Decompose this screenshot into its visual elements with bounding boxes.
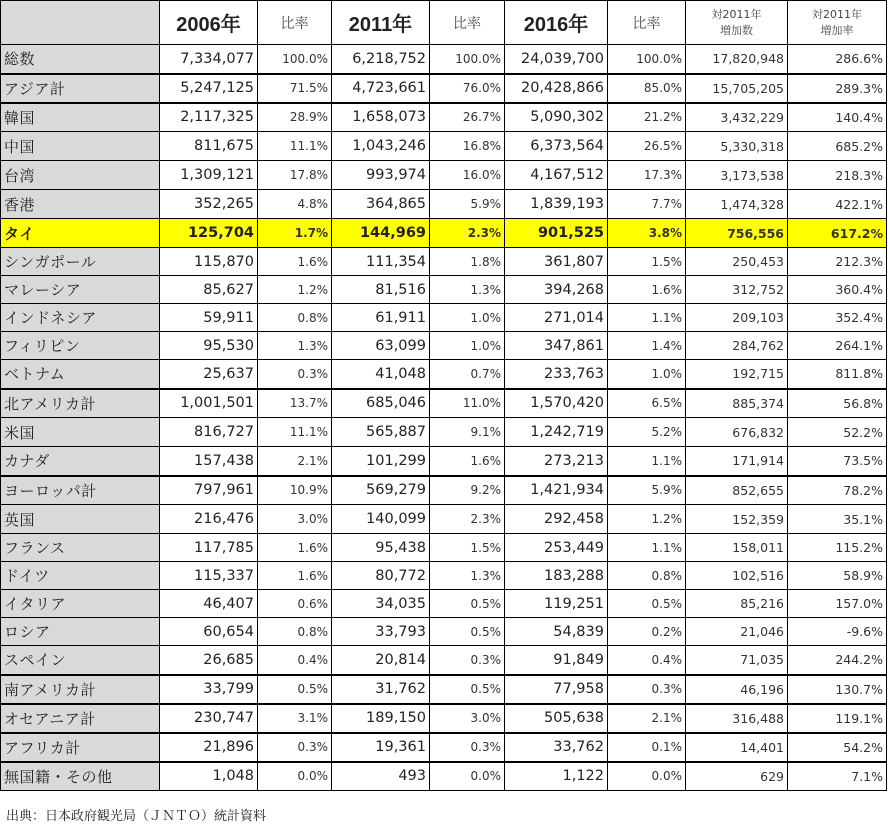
ratio-2006-cell: 10.9% xyxy=(258,476,332,505)
row-label: 英国 xyxy=(1,505,160,534)
ratio-2011-cell: 11.0% xyxy=(430,389,505,418)
increase-rate-cell: 157.0% xyxy=(788,590,887,618)
ratio-2011-cell: 0.5% xyxy=(430,675,505,704)
value-2006-cell: 33,799 xyxy=(160,675,258,704)
increase-rate-cell: 73.5% xyxy=(788,447,887,476)
row-label: イタリア xyxy=(1,590,160,618)
value-2011-cell: 20,814 xyxy=(332,646,430,675)
ratio-2011-cell: 0.3% xyxy=(430,646,505,675)
increase-count-cell: 852,655 xyxy=(686,476,788,505)
value-2011-cell: 63,099 xyxy=(332,332,430,360)
ratio-2016-cell: 17.3% xyxy=(608,161,686,190)
ratio-2011-cell: 0.7% xyxy=(430,360,505,389)
value-2016-cell: 1,839,193 xyxy=(505,190,608,219)
ratio-2016-cell: 0.5% xyxy=(608,590,686,618)
table-row xyxy=(1,762,887,791)
value-2011-cell: 31,762 xyxy=(332,675,430,704)
increase-count-cell: 15,705,205 xyxy=(686,74,788,103)
row-label: 北アメリカ計 xyxy=(1,389,160,418)
ratio-2016-cell: 7.7% xyxy=(608,190,686,219)
ratio-2006-cell: 0.5% xyxy=(258,675,332,704)
table-row xyxy=(1,675,887,704)
row-label: インドネシア xyxy=(1,304,160,332)
value-2011-cell: 144,969 xyxy=(332,219,430,248)
ratio-2011-cell: 1.0% xyxy=(430,304,505,332)
value-2006-cell: 115,337 xyxy=(160,562,258,590)
increase-rate-cell: 244.2% xyxy=(788,646,887,675)
value-2006-cell: 7,334,077 xyxy=(160,45,258,74)
value-2006-cell: 85,627 xyxy=(160,276,258,304)
row-label: シンガポール xyxy=(1,248,160,276)
value-2016-cell: 1,242,719 xyxy=(505,418,608,447)
value-2006-cell: 1,001,501 xyxy=(160,389,258,418)
table-row xyxy=(1,360,887,389)
ratio-2006-cell: 1.2% xyxy=(258,276,332,304)
row-label: カナダ xyxy=(1,447,160,476)
ratio-2016-cell: 1.5% xyxy=(608,248,686,276)
ratio-2011-cell: 100.0% xyxy=(430,45,505,74)
ratio-2011-cell: 0.0% xyxy=(430,762,505,791)
increase-count-cell: 284,762 xyxy=(686,332,788,360)
value-2011-cell: 685,046 xyxy=(332,389,430,418)
value-2006-cell: 816,727 xyxy=(160,418,258,447)
ratio-2006-cell: 13.7% xyxy=(258,389,332,418)
ratio-2006-cell: 4.8% xyxy=(258,190,332,219)
ratio-2016-cell: 3.8% xyxy=(608,219,686,248)
value-2016-cell: 20,428,866 xyxy=(505,74,608,103)
table-row xyxy=(1,534,887,562)
increase-rate-cell: 35.1% xyxy=(788,505,887,534)
ratio-2011-cell: 3.0% xyxy=(430,704,505,733)
ratio-2016-cell: 1.0% xyxy=(608,360,686,389)
increase-count-cell: 192,715 xyxy=(686,360,788,389)
ratio-2011-cell: 16.8% xyxy=(430,132,505,161)
increase-count-cell: 5,330,318 xyxy=(686,132,788,161)
table-row xyxy=(1,704,887,733)
value-2016-cell: 1,421,934 xyxy=(505,476,608,505)
ratio-2006-cell: 0.3% xyxy=(258,733,332,762)
value-2006-cell: 352,265 xyxy=(160,190,258,219)
table-row xyxy=(1,418,887,447)
value-2006-cell: 59,911 xyxy=(160,304,258,332)
ratio-2016-cell: 1.1% xyxy=(608,534,686,562)
ratio-2006-cell: 28.9% xyxy=(258,103,332,132)
value-2006-cell: 125,704 xyxy=(160,219,258,248)
value-2011-cell: 1,043,246 xyxy=(332,132,430,161)
table-row xyxy=(1,389,887,418)
value-2011-cell: 95,438 xyxy=(332,534,430,562)
increase-count-cell: 71,035 xyxy=(686,646,788,675)
row-label: タイ xyxy=(1,219,160,248)
row-label: 中国 xyxy=(1,132,160,161)
increase-rate-cell: 264.1% xyxy=(788,332,887,360)
ratio-2016-cell: 1.1% xyxy=(608,304,686,332)
increase-count-cell: 3,432,229 xyxy=(686,103,788,132)
increase-count-cell: 316,488 xyxy=(686,704,788,733)
increase-rate-cell: 286.6% xyxy=(788,45,887,74)
value-2011-cell: 1,658,073 xyxy=(332,103,430,132)
ratio-2016-cell: 26.5% xyxy=(608,132,686,161)
ratio-2011-cell: 2.3% xyxy=(430,505,505,534)
increase-rate-cell: 78.2% xyxy=(788,476,887,505)
header-corner-cell xyxy=(1,1,160,45)
value-2006-cell: 95,530 xyxy=(160,332,258,360)
table-row xyxy=(1,190,887,219)
header-rate-line1: 対2011年 xyxy=(812,7,862,21)
table-row xyxy=(1,646,887,675)
value-2011-cell: 364,865 xyxy=(332,190,430,219)
value-2016-cell: 292,458 xyxy=(505,505,608,534)
source-footnote: 出典：日本政府観光局（ＪＮＴＯ）統計資料 xyxy=(6,809,267,824)
ratio-2006-cell: 1.6% xyxy=(258,562,332,590)
ratio-2006-cell: 1.3% xyxy=(258,332,332,360)
table-row xyxy=(1,103,887,132)
ratio-2006-cell: 100.0% xyxy=(258,45,332,74)
ratio-2011-cell: 2.3% xyxy=(430,219,505,248)
value-2011-cell: 993,974 xyxy=(332,161,430,190)
row-label: 韓国 xyxy=(1,103,160,132)
value-2006-cell: 230,747 xyxy=(160,704,258,733)
table-row xyxy=(1,45,887,74)
row-label: 総数 xyxy=(1,45,160,74)
ratio-2011-cell: 9.2% xyxy=(430,476,505,505)
table-row xyxy=(1,447,887,476)
row-label: ヨーロッパ計 xyxy=(1,476,160,505)
table-row xyxy=(1,304,887,332)
increase-count-cell: 629 xyxy=(686,762,788,791)
ratio-2006-cell: 11.1% xyxy=(258,418,332,447)
value-2011-cell: 111,354 xyxy=(332,248,430,276)
value-2011-cell: 4,723,661 xyxy=(332,74,430,103)
ratio-2006-cell: 3.0% xyxy=(258,505,332,534)
ratio-2006-cell: 0.4% xyxy=(258,646,332,675)
table-row xyxy=(1,219,887,248)
increase-rate-cell: 56.8% xyxy=(788,389,887,418)
value-2016-cell: 119,251 xyxy=(505,590,608,618)
row-label: ロシア xyxy=(1,618,160,646)
value-2011-cell: 41,048 xyxy=(332,360,430,389)
ratio-2016-cell: 85.0% xyxy=(608,74,686,103)
table-row xyxy=(1,332,887,360)
ratio-2006-cell: 0.0% xyxy=(258,762,332,791)
ratio-2011-cell: 1.0% xyxy=(430,332,505,360)
value-2016-cell: 347,861 xyxy=(505,332,608,360)
increase-rate-cell: 140.4% xyxy=(788,103,887,132)
ratio-2011-cell: 9.1% xyxy=(430,418,505,447)
header-row xyxy=(1,1,887,45)
row-label: 米国 xyxy=(1,418,160,447)
header-2011: 2011年 xyxy=(332,1,430,45)
ratio-2006-cell: 17.8% xyxy=(258,161,332,190)
header-ratio-2011: 比率 xyxy=(430,1,505,45)
increase-rate-cell: 130.7% xyxy=(788,675,887,704)
value-2011-cell: 189,150 xyxy=(332,704,430,733)
ratio-2016-cell: 5.2% xyxy=(608,418,686,447)
value-2016-cell: 24,039,700 xyxy=(505,45,608,74)
row-label: 南アメリカ計 xyxy=(1,675,160,704)
increase-count-cell: 171,914 xyxy=(686,447,788,476)
table-row xyxy=(1,505,887,534)
ratio-2006-cell: 1.7% xyxy=(258,219,332,248)
value-2006-cell: 21,896 xyxy=(160,733,258,762)
value-2006-cell: 5,247,125 xyxy=(160,74,258,103)
ratio-2006-cell: 1.6% xyxy=(258,534,332,562)
value-2011-cell: 565,887 xyxy=(332,418,430,447)
value-2016-cell: 253,449 xyxy=(505,534,608,562)
header-rate-line2: 増加率 xyxy=(820,23,854,37)
value-2016-cell: 273,213 xyxy=(505,447,608,476)
value-2011-cell: 101,299 xyxy=(332,447,430,476)
value-2016-cell: 901,525 xyxy=(505,219,608,248)
table-row xyxy=(1,562,887,590)
ratio-2011-cell: 26.7% xyxy=(430,103,505,132)
ratio-2011-cell: 1.6% xyxy=(430,447,505,476)
table-row xyxy=(1,74,887,103)
value-2011-cell: 80,772 xyxy=(332,562,430,590)
table-row xyxy=(1,618,887,646)
value-2006-cell: 797,961 xyxy=(160,476,258,505)
increase-count-cell: 14,401 xyxy=(686,733,788,762)
header-increase-line2: 増加数 xyxy=(720,23,753,37)
increase-rate-cell: 617.2% xyxy=(788,219,887,248)
value-2006-cell: 1,309,121 xyxy=(160,161,258,190)
value-2016-cell: 1,570,420 xyxy=(505,389,608,418)
increase-count-cell: 102,516 xyxy=(686,562,788,590)
value-2016-cell: 77,958 xyxy=(505,675,608,704)
value-2006-cell: 216,476 xyxy=(160,505,258,534)
increase-rate-cell: 685.2% xyxy=(788,132,887,161)
value-2006-cell: 1,048 xyxy=(160,762,258,791)
increase-count-cell: 152,359 xyxy=(686,505,788,534)
header-increase-count xyxy=(686,1,788,45)
ratio-2011-cell: 1.3% xyxy=(430,276,505,304)
ratio-2016-cell: 1.1% xyxy=(608,447,686,476)
value-2006-cell: 157,438 xyxy=(160,447,258,476)
value-2016-cell: 5,090,302 xyxy=(505,103,608,132)
ratio-2006-cell: 0.8% xyxy=(258,304,332,332)
value-2011-cell: 19,361 xyxy=(332,733,430,762)
ratio-2016-cell: 0.8% xyxy=(608,562,686,590)
table-row xyxy=(1,590,887,618)
row-label: アジア計 xyxy=(1,74,160,103)
ratio-2016-cell: 1.6% xyxy=(608,276,686,304)
row-label: アフリカ計 xyxy=(1,733,160,762)
increase-count-cell: 85,216 xyxy=(686,590,788,618)
increase-rate-cell: 360.4% xyxy=(788,276,887,304)
header-2006: 2006年 xyxy=(160,1,258,45)
increase-rate-cell: 119.1% xyxy=(788,704,887,733)
ratio-2011-cell: 0.5% xyxy=(430,618,505,646)
ratio-2016-cell: 0.4% xyxy=(608,646,686,675)
value-2016-cell: 233,763 xyxy=(505,360,608,389)
ratio-2011-cell: 1.8% xyxy=(430,248,505,276)
ratio-2016-cell: 6.5% xyxy=(608,389,686,418)
value-2016-cell: 91,849 xyxy=(505,646,608,675)
value-2011-cell: 34,035 xyxy=(332,590,430,618)
table-row xyxy=(1,132,887,161)
increase-rate-cell: 422.1% xyxy=(788,190,887,219)
ratio-2016-cell: 1.2% xyxy=(608,505,686,534)
value-2006-cell: 2,117,325 xyxy=(160,103,258,132)
header-increase-line1: 対2011年 xyxy=(711,7,762,21)
increase-rate-cell: 212.3% xyxy=(788,248,887,276)
increase-count-cell: 1,474,328 xyxy=(686,190,788,219)
value-2016-cell: 505,638 xyxy=(505,704,608,733)
ratio-2011-cell: 1.5% xyxy=(430,534,505,562)
value-2016-cell: 271,014 xyxy=(505,304,608,332)
value-2011-cell: 81,516 xyxy=(332,276,430,304)
row-label: マレーシア xyxy=(1,276,160,304)
increase-rate-cell: 115.2% xyxy=(788,534,887,562)
ratio-2016-cell: 0.3% xyxy=(608,675,686,704)
value-2011-cell: 140,099 xyxy=(332,505,430,534)
ratio-2006-cell: 3.1% xyxy=(258,704,332,733)
value-2011-cell: 33,793 xyxy=(332,618,430,646)
increase-rate-cell: -9.6% xyxy=(788,618,887,646)
value-2006-cell: 811,675 xyxy=(160,132,258,161)
value-2016-cell: 6,373,564 xyxy=(505,132,608,161)
row-label: 香港 xyxy=(1,190,160,219)
ratio-2016-cell: 0.0% xyxy=(608,762,686,791)
ratio-2006-cell: 2.1% xyxy=(258,447,332,476)
row-label: オセアニア計 xyxy=(1,704,160,733)
ratio-2006-cell: 0.8% xyxy=(258,618,332,646)
ratio-2016-cell: 5.9% xyxy=(608,476,686,505)
value-2011-cell: 493 xyxy=(332,762,430,791)
value-2006-cell: 117,785 xyxy=(160,534,258,562)
increase-count-cell: 46,196 xyxy=(686,675,788,704)
ratio-2016-cell: 1.4% xyxy=(608,332,686,360)
value-2011-cell: 569,279 xyxy=(332,476,430,505)
table-row xyxy=(1,476,887,505)
header-increase-rate xyxy=(788,1,887,45)
increase-rate-cell: 52.2% xyxy=(788,418,887,447)
row-label: ベトナム xyxy=(1,360,160,389)
ratio-2006-cell: 71.5% xyxy=(258,74,332,103)
value-2011-cell: 6,218,752 xyxy=(332,45,430,74)
increase-count-cell: 756,556 xyxy=(686,219,788,248)
increase-count-cell: 3,173,538 xyxy=(686,161,788,190)
increase-rate-cell: 58.9% xyxy=(788,562,887,590)
increase-count-cell: 158,011 xyxy=(686,534,788,562)
ratio-2016-cell: 0.1% xyxy=(608,733,686,762)
ratio-2011-cell: 5.9% xyxy=(430,190,505,219)
increase-count-cell: 676,832 xyxy=(686,418,788,447)
ratio-2011-cell: 76.0% xyxy=(430,74,505,103)
row-label: 無国籍・その他 xyxy=(1,762,160,791)
header-ratio-2006: 比率 xyxy=(258,1,332,45)
ratio-2016-cell: 100.0% xyxy=(608,45,686,74)
ratio-2016-cell: 21.2% xyxy=(608,103,686,132)
increase-rate-cell: 289.3% xyxy=(788,74,887,103)
increase-rate-cell: 811.8% xyxy=(788,360,887,389)
increase-count-cell: 312,752 xyxy=(686,276,788,304)
row-label: スペイン xyxy=(1,646,160,675)
table-row xyxy=(1,248,887,276)
increase-count-cell: 209,103 xyxy=(686,304,788,332)
table-row xyxy=(1,161,887,190)
ratio-2006-cell: 0.6% xyxy=(258,590,332,618)
ratio-2006-cell: 11.1% xyxy=(258,132,332,161)
value-2016-cell: 33,762 xyxy=(505,733,608,762)
value-2016-cell: 394,268 xyxy=(505,276,608,304)
value-2006-cell: 26,685 xyxy=(160,646,258,675)
table-row xyxy=(1,733,887,762)
value-2006-cell: 25,637 xyxy=(160,360,258,389)
increase-count-cell: 21,046 xyxy=(686,618,788,646)
increase-rate-cell: 54.2% xyxy=(788,733,887,762)
ratio-2011-cell: 16.0% xyxy=(430,161,505,190)
row-label: フィリピン xyxy=(1,332,160,360)
value-2006-cell: 46,407 xyxy=(160,590,258,618)
value-2016-cell: 1,122 xyxy=(505,762,608,791)
value-2006-cell: 60,654 xyxy=(160,618,258,646)
increase-count-cell: 17,820,948 xyxy=(686,45,788,74)
increase-count-cell: 250,453 xyxy=(686,248,788,276)
value-2016-cell: 4,167,512 xyxy=(505,161,608,190)
row-label: 台湾 xyxy=(1,161,160,190)
row-label: ドイツ xyxy=(1,562,160,590)
header-2016: 2016年 xyxy=(505,1,608,45)
value-2016-cell: 54,839 xyxy=(505,618,608,646)
table-row xyxy=(1,276,887,304)
value-2011-cell: 61,911 xyxy=(332,304,430,332)
ratio-2011-cell: 0.5% xyxy=(430,590,505,618)
ratio-2016-cell: 0.2% xyxy=(608,618,686,646)
header-ratio-2016: 比率 xyxy=(608,1,686,45)
table-body xyxy=(1,45,887,791)
ratio-2006-cell: 0.3% xyxy=(258,360,332,389)
increase-rate-cell: 352.4% xyxy=(788,304,887,332)
value-2016-cell: 183,288 xyxy=(505,562,608,590)
value-2016-cell: 361,807 xyxy=(505,248,608,276)
increase-count-cell: 885,374 xyxy=(686,389,788,418)
ratio-2016-cell: 2.1% xyxy=(608,704,686,733)
row-label: フランス xyxy=(1,534,160,562)
value-2006-cell: 115,870 xyxy=(160,248,258,276)
increase-rate-cell: 218.3% xyxy=(788,161,887,190)
ratio-2011-cell: 0.3% xyxy=(430,733,505,762)
ratio-2006-cell: 1.6% xyxy=(258,248,332,276)
ratio-2011-cell: 1.3% xyxy=(430,562,505,590)
increase-rate-cell: 7.1% xyxy=(788,762,887,791)
